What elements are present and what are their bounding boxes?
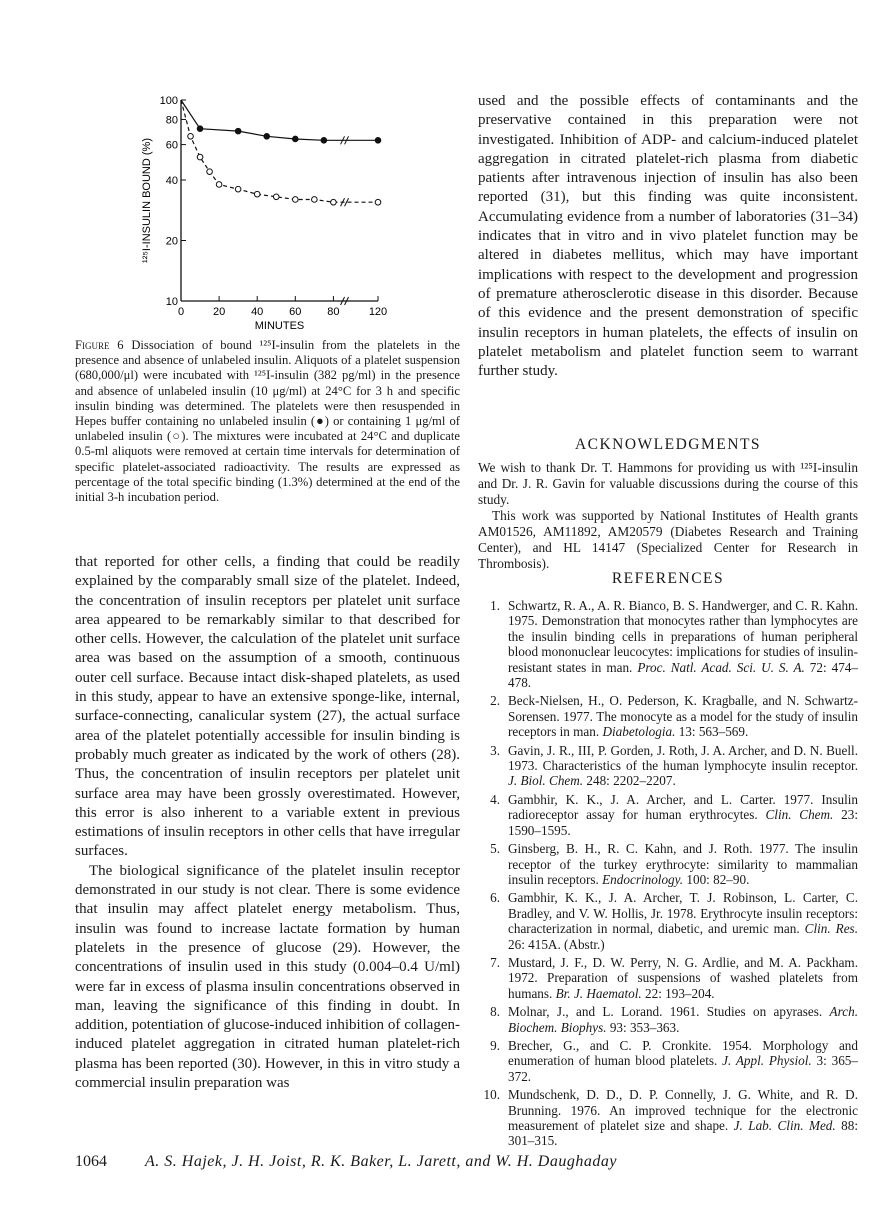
reference-body: Schwartz, R. A., A. R. Bianco, B. S. Handwerger, and C. R. Kahn. 1975. Demonstration that monocytes rather than lymphocytes are the insulin binding cells in preparations of human peripheral blood mononuclear leucocytes: implications for studies of insulin-resistant states in man. [508, 598, 858, 675]
reference-tail: 100: 82–90. [683, 871, 750, 887]
reference-text [508, 1038, 858, 1084]
reference-body: Molnar, J., and L. Lorand. 1961. Studies on apyrases. [508, 1004, 830, 1020]
reference-tail: 88: 301–315. [508, 1118, 858, 1149]
reference-body: Brecher, G., and C. P. Cronkite. 1954. Morphology and enumeration of human blood platelets. [508, 1037, 858, 1069]
y-tick-label: 10 [165, 296, 178, 308]
y-tick-label: 20 [165, 235, 178, 248]
reference-text [508, 598, 858, 690]
reference-number: 2. [490, 693, 500, 709]
data-point-filled [375, 138, 381, 144]
reference-tail: 248: 2202–2207. [583, 773, 676, 789]
caption-text: Dissociation of bound ¹²⁵I-insulin from the platelets in the presence and absence of unlabeled insulin. Aliquots of a platelet suspension (680,000/μl) were incubated with ¹²⁵I-insulin (382 pg/ml) in the presence and absence of unlabeled insulin (10 μg/ml) at 24°C for 3 h and specific insulin binding was determined. The platelets were then resuspended in Hepes buffer containing no unlabeled insulin (●) or containing 1 μg/ml of unlabeled insulin (○). The mixtures were incubated at 24°C and duplicate 0.5-ml aliquots were removed at certain time intervals for determination of specific platelet-associated radioactivity. The results are expressed as percentage of the total specific binding (1.3%) determined at the end of the initial 3-h incubation period. [75, 338, 460, 505]
body-paragraph: The biological significance of the platelet insulin receptor demonstrated in our study is not clear. There is some evidence that insulin may affect platelet energy metabolism. Thus, insulin was found to increase lactate formation by human platelets in the presence of glucose (29). However, the concentrations of insulin used in this study (0.004–0.4 U/ml) were far in excess of plasma insulin concentrations observed in man, leaving the significance of this finding in doubt. In addition, potentiation of glucose-induced inhibition of collagen-induced platelet aggregation in citrated human platelet-rich plasma has been reported (30). However, in this in vitro study a commercial insulin preparation was [75, 862, 460, 1092]
reference-journal: J. Appl. Physiol. [722, 1053, 812, 1069]
series-line-filled [181, 100, 378, 140]
reference-number: 6. [490, 890, 500, 906]
reference-journal: Diabetologia. [602, 724, 676, 740]
reference-item [478, 693, 858, 739]
data-point-open [188, 133, 194, 139]
reference-text [508, 743, 858, 789]
reference-tail: 13: 563–569. [675, 724, 749, 740]
body-paragraph: used and the possible effects of contaminants and the preservative contained in this preparation were not investigated. Inhibition of ADP- and calcium-induced platelet aggregation in citrated platelet-rich plasma from diabetic patients after intravenous injection of insulin has also been reported (31), but this finding was quite inconsistent. Accumulating evidence from a number of laboratories (31–34) indicates that in vitro and in vivo platelet function may be altered in diabetes mellitus, which may have important implications with respect to the development and progression of premature atherosclerotic disease in this disorder. Because of this evidence and the present demonstration of specific insulin receptors in human platelets, the effects of insulin on platelet metabolism and platelet function seem to warrant further study. [478, 93, 858, 380]
data-point-open [375, 199, 381, 205]
reference-body: Gambhir, K. K., J. A. Archer, and L. Carter. 1977. Insulin radioreceptor assay for human erythrocytes. [508, 791, 858, 823]
series-line-open [181, 100, 378, 202]
reference-tail: 72: 474–478. [508, 659, 858, 691]
reference-item [478, 890, 858, 952]
y-axis-label: ¹²⁵I-INSULIN BOUND (%) [141, 138, 153, 263]
reference-number: 4. [490, 791, 500, 807]
page-number: 1064 [75, 1153, 107, 1170]
reference-journal: J. Lab. Clin. Med. [733, 1118, 836, 1133]
running-authors: A. S. Hajek, J. H. Joist, R. K. Baker, L. Jarett, and W. H. Daughaday [145, 1153, 617, 1170]
y-tick-label: 60 [165, 139, 178, 152]
reference-body: Mustard, J. F., D. W. Perry, N. G. Ardlie, and M. A. Packham. 1972. Preparation of suspensions of washed platelets from humans. [508, 954, 858, 1001]
acknowledgments-text [478, 460, 858, 572]
reference-text [508, 890, 858, 952]
reference-item [478, 743, 858, 789]
data-point-open [197, 154, 203, 160]
reference-item [478, 955, 858, 1001]
reference-tail: 22: 193–204. [641, 985, 715, 1001]
data-point-filled [321, 138, 327, 144]
reference-journal: Endocrinology. [602, 871, 684, 887]
x-tick-label: 20 [212, 306, 226, 318]
reference-text [508, 1004, 858, 1035]
data-point-open [254, 191, 260, 197]
references-list [478, 598, 858, 1152]
right-column-body [478, 92, 858, 381]
x-tick-label: 40 [251, 306, 264, 318]
reference-item [478, 792, 858, 838]
reference-number: 5. [490, 841, 500, 857]
reference-body: Ginsberg, B. H., R. C. Kahn, and J. Roth. 1977. The insulin receptor of the turkey erythrocyte: similarity to mammalian insulin receptors. [508, 841, 858, 887]
data-point-open [216, 182, 222, 188]
reference-item [478, 1004, 858, 1035]
reference-number: 9. [490, 1037, 500, 1053]
data-point-filled [264, 133, 270, 139]
reference-journal: Br. J. Haematol. [555, 985, 642, 1001]
reference-journal: Proc. Natl. Acad. Sci. U. S. A. [637, 659, 805, 675]
acknowledgments-paragraph: We wish to thank Dr. T. Hammons for providing us with ¹²⁵I-insulin and Dr. J. R. Gavin for valuable discussions during the course of this study. [478, 460, 858, 507]
data-point-open [312, 197, 318, 203]
reference-journal: Arch. Biochem. Biophys. [508, 1004, 858, 1035]
reference-text [508, 1087, 858, 1149]
x-tick-label: 60 [289, 306, 302, 318]
reference-text [508, 841, 858, 887]
x-tick-label: 80 [327, 306, 340, 318]
x-tick-label: 0 [177, 306, 185, 318]
figure-label: Figure 6 [75, 338, 124, 352]
data-point-filled [235, 128, 241, 134]
reference-body: Gavin, J. R., III, P. Gorden, J. Roth, J. A. Archer, and D. N. Buell. 1973. Characteristics of the human lymphocyte insulin receptor. [508, 742, 858, 774]
x-axis-label: MINUTES [254, 320, 305, 332]
reference-journal: Clin. Res. [804, 921, 858, 937]
reference-body: Gambhir, K. K., J. A. Archer, T. J. Robinson, L. Carter, C. Bradley, and V. W. Hollis, Jr. 1978. Erythrocyte insulin receptors: characterization in normal, diabetic, and uremic man. [508, 890, 858, 937]
data-point-open [207, 169, 213, 175]
y-tick-label: 40 [165, 174, 178, 187]
data-point-open [273, 194, 279, 200]
references-heading: REFERENCES [611, 570, 725, 587]
y-tick-label: 80 [165, 114, 178, 127]
figure-6-chart [120, 88, 400, 336]
reference-body: Beck-Nielsen, H., O. Pederson, K. Kragballe, and N. Schwartz-Sorensen. 1977. The monocyte as a model for the study of insulin receptors in man. [508, 693, 858, 740]
reference-tail: 26: 415A. (Abstr.) [508, 936, 605, 952]
y-tick-label: 100 [159, 95, 178, 107]
x-tick-label: 120 [368, 306, 388, 318]
reference-journal: Clin. Chem. [765, 807, 834, 823]
reference-item [478, 598, 858, 690]
data-point-open [235, 186, 241, 192]
data-point-filled [197, 126, 203, 132]
body-paragraph: that reported for other cells, a finding that could be readily explained by the comparably small size of the platelet. Indeed, the concentration of insulin receptors per platelet unit surface area appeared to be remarkably similar to that described for other cells. However, the calculation of the platelet unit surface area was based on the assumption of a smooth, continuous outer cell surface. Because intact disk-shaped platelets, as used in this study, appear to have an extensive sponge-like, internal, surface-connecting, canalicular system (27), the actual surface area of the platelet potentially accessible for insulin binding is probably much greater as indicated by the work of others (28). Thus, the concentration of insulin receptors per platelet unit surface area may have been grossly overestimated. However, this error is also inherent to a variable extent in previous estimations of insulin receptors in other cells that have irregular surfaces. [75, 554, 460, 860]
reference-item [478, 841, 858, 887]
reference-tail: 93: 353–363. [606, 1019, 680, 1035]
data-point-open [331, 199, 337, 205]
reference-item [478, 1087, 858, 1149]
reference-number: 10. [483, 1087, 500, 1103]
reference-tail: 3: 365–372. [508, 1053, 858, 1084]
reference-number: 7. [490, 954, 500, 970]
dissociation-chart-svg [120, 88, 400, 336]
reference-number: 1. [490, 598, 500, 613]
left-column-body [75, 553, 460, 1093]
data-point-filled [293, 136, 299, 142]
reference-body: Mundschenk, D. D., D. P. Connelly, J. G. White, and R. D. Brunning. 1976. An improved technique for the electronic measurement of platelet size and shape. [508, 1087, 858, 1133]
figure-caption [75, 338, 460, 505]
reference-text [508, 955, 858, 1001]
reference-text [508, 792, 858, 838]
reference-journal: J. Biol. Chem. [508, 773, 584, 789]
reference-item [478, 1038, 858, 1084]
reference-text [508, 693, 858, 739]
acknowledgments-paragraph: This work was supported by National Institutes of Health grants AM01526, AM11892, AM20579 (Diabetes Research and Training Center), and HL 14147 (Specialized Center for Research in Thrombosis). [478, 508, 858, 571]
acknowledgments-heading: ACKNOWLEDGMENTS [574, 436, 762, 453]
reference-number: 3. [490, 742, 500, 758]
data-point-open [293, 197, 299, 203]
reference-number: 8. [490, 1004, 500, 1020]
reference-tail: 23: 1590–1595. [508, 807, 858, 838]
